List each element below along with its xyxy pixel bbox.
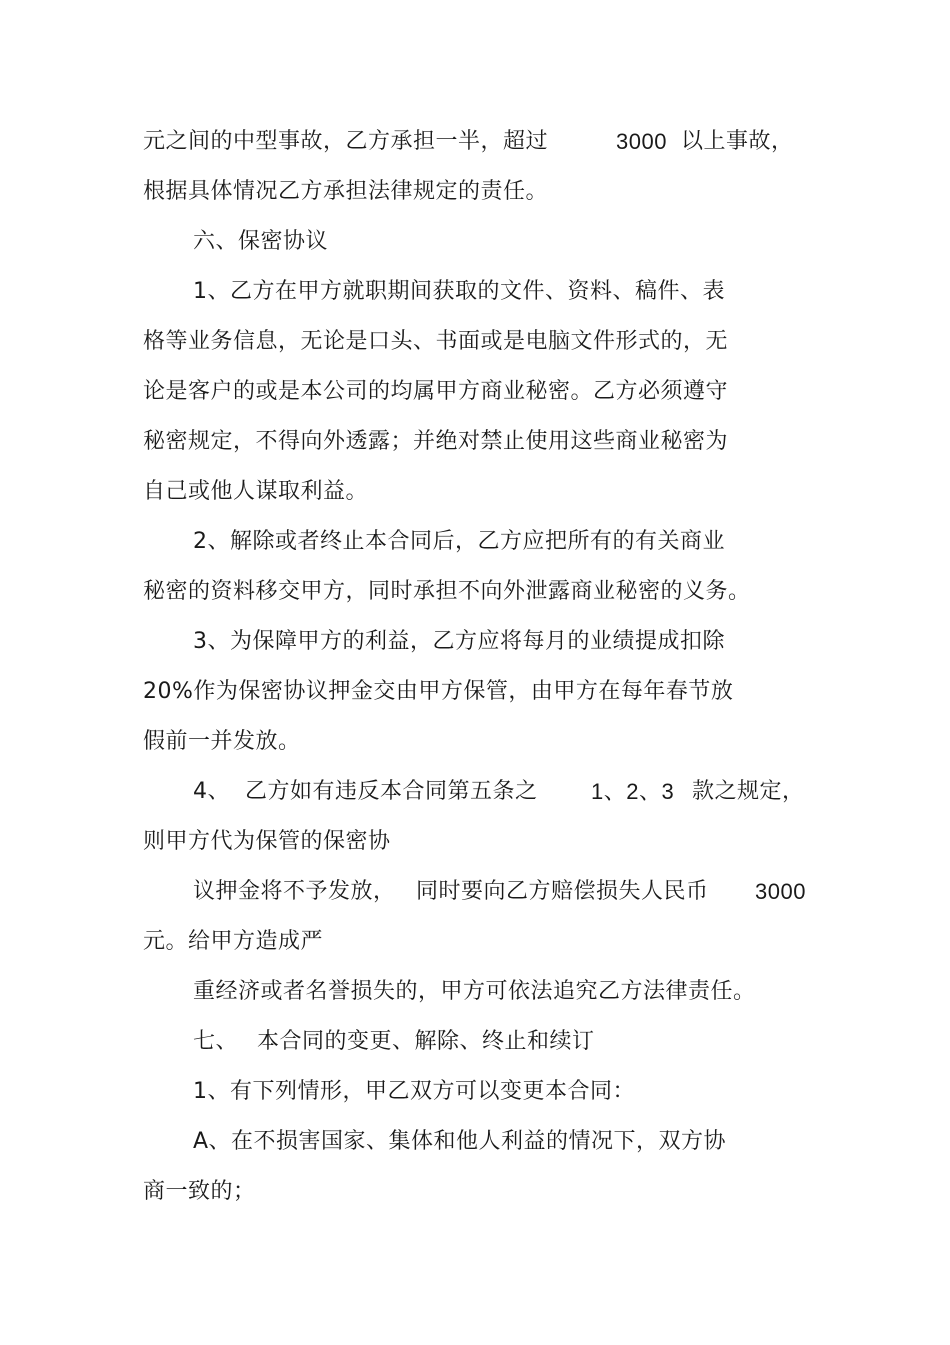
body-line: 根据具体情况乙方承担法律规定的责任。: [143, 179, 549, 204]
text-segment: 元之间的中型事故，乙方承担一半，超过: [143, 129, 549, 154]
clause-reference: 1、2、3: [591, 779, 675, 804]
body-line: 秘密的资料移交甲方，同时承担不向外泄露商业秘密的义务。: [143, 579, 751, 604]
amount-value: 3000: [755, 879, 806, 904]
body-line: 元。给甲方造成严: [143, 929, 324, 954]
body-line: 商一致的；: [143, 1179, 256, 1204]
body-line: [143, 127, 548, 157]
section-heading: 六、保密协议: [193, 229, 329, 254]
body-line: 假前一并发放。: [143, 729, 301, 754]
text-segment: 乙方如有违反本合同第五条之: [245, 779, 538, 804]
clause-line: 1、乙方在甲方就职期间获取的文件、资料、稿件、表: [193, 279, 725, 304]
body-line: 重经济或者名誉损失的，甲方可依法追究乙方法律责任。: [193, 979, 756, 1004]
text-segment: 同时要向乙方赔偿损失人民币: [416, 879, 709, 904]
clause-line: 2、解除或者终止本合同后，乙方应把所有的有关商业: [193, 529, 725, 554]
clause-line: 1、有下列情形，甲乙双方可以变更本合同：: [193, 1079, 635, 1104]
body-line: 20%作为保密协议押金交由甲方保管，由甲方在每年春节放: [143, 679, 734, 704]
body-line: 论是客户的或是本公司的均属甲方商业秘密。乙方必须遵守: [143, 379, 729, 404]
body-line: 秘密规定，不得向外透露；并绝对禁止使用这些商业秘密为: [143, 429, 729, 454]
clause-line: A、在不损害国家、集体和他人利益的情况下，双方协: [193, 1129, 727, 1154]
text-segment: 以上事故，: [681, 129, 794, 154]
section-number: 七、: [193, 1029, 239, 1054]
amount-value: 3000: [616, 129, 667, 154]
section-heading: 本合同的变更、解除、终止和续订: [257, 1029, 595, 1054]
body-line: 则甲方代为保管的保密协: [143, 829, 391, 854]
body-line: 自己或他人谋取利益。: [143, 479, 369, 504]
clause-number: 4、: [193, 779, 230, 804]
clause-line: 3、为保障甲方的利益，乙方应将每月的业绩提成扣除: [193, 629, 725, 654]
text-segment: 款之规定，: [692, 779, 805, 804]
text-segment: 议押金将不予发放，: [193, 879, 396, 904]
body-line: 格等业务信息，无论是口头、书面或是电脑文件形式的，无: [143, 329, 729, 354]
